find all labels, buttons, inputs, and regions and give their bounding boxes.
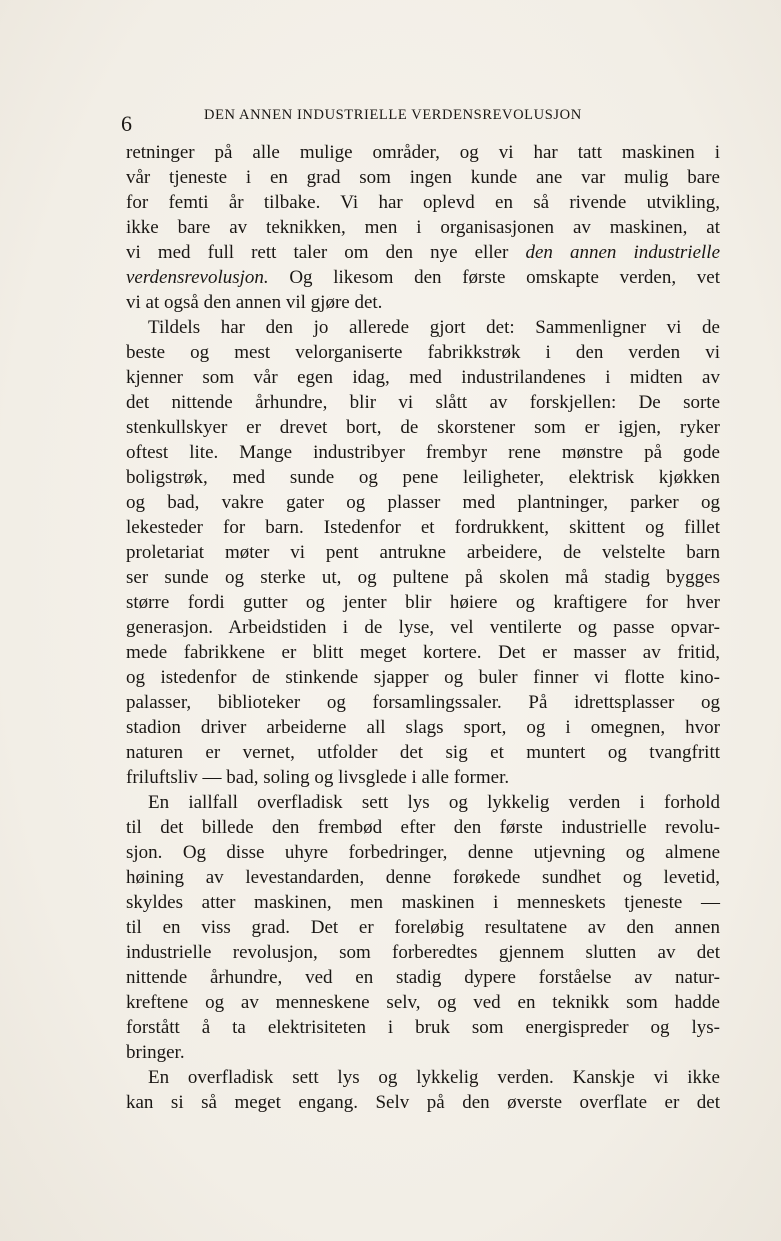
text-line: forstått å ta elektrisiteten i bruk som energispreder og lys-: [126, 1017, 720, 1038]
running-title: DEN ANNEN INDUSTRIELLE VERDENSREVOLUSJON: [204, 107, 582, 123]
page-number: 6: [121, 111, 132, 136]
italic-term: verdensrevolusjon.: [126, 267, 269, 288]
text-line: oftest lite. Mange industribyer frembyr rene mønstre på gode: [126, 442, 720, 463]
text-line: proletariat møter vi pent antrukne arbeidere, de velstelte barn: [126, 542, 720, 563]
text-line: større fordi gutter og jenter blir høiere og kraftigere for hver: [126, 592, 720, 613]
text-line: Tildels har den jo allerede gjort det: Sammenligner vi de: [148, 317, 720, 338]
text-line: En overfladisk sett lys og lykkelig verden. Kanskje vi ikke: [148, 1067, 720, 1088]
text-line: industrielle revolusjon, som forberedtes gjennem slutten av det: [126, 942, 720, 963]
text-line: til en viss grad. Det er foreløbig resultatene av den annen: [126, 917, 720, 938]
text-line: vår tjeneste i en grad som ingen kunde ane var mulig bare: [126, 167, 720, 188]
text-line: kjenner som vår egen idag, med industrilandenes i midten av: [126, 367, 720, 388]
text-line: og istedenfor de stinkende sjapper og buler finner vi flotte kino-: [126, 667, 720, 688]
text-line: [126, 240, 720, 265]
text-line: stadion driver arbeiderne all slags sport, og i omegnen, hvor: [126, 717, 720, 738]
text-line: palasser, biblioteker og forsamlingssaler. På idrettsplasser og: [126, 692, 720, 713]
body-text: [126, 140, 720, 1115]
text-line: skyldes atter maskinen, men maskinen i menneskets tjeneste —: [126, 892, 720, 913]
text-line: [126, 265, 720, 290]
text-line: vi at også den annen vil gjøre det.: [126, 292, 383, 313]
text-line: ser sunde og sterke ut, og pultene på skolen må stadig bygges: [126, 567, 720, 588]
text-line: ikke bare av teknikken, men i organisasjonen av maskinen, at: [126, 217, 720, 238]
text-line: stenkullskyer er drevet bort, de skorstener som er igjen, ryker: [126, 417, 720, 438]
text-line: bringer.: [126, 1042, 185, 1063]
text-line: for femti år tilbake. Vi har oplevd en så rivende utvikling,: [126, 192, 720, 213]
text-line: En iallfall overfladisk sett lys og lykkelig verden i forhold: [148, 792, 720, 813]
text-line: det nittende århundre, blir vi slått av forskjellen: De sorte: [126, 392, 720, 413]
italic-term: den annen industrielle: [525, 242, 721, 263]
text-line: friluftsliv — bad, soling og livsglede i alle former.: [126, 767, 510, 788]
text-line: generasjon. Arbeidstiden i de lyse, vel ventilerte og passe opvar-: [126, 617, 720, 638]
text-segment: vi med full rett taler om den nye eller: [126, 242, 509, 263]
text-segment: Og likesom den første omskapte verden, vet: [268, 267, 720, 288]
text-line: naturen er vernet, utfolder det sig et muntert og tvangfritt: [126, 742, 720, 763]
text-line: mede fabrikkene er blitt meget kortere. Det er masser av fritid,: [126, 642, 720, 663]
text-line: kan si så meget engang. Selv på den øverste overflate er det: [126, 1092, 720, 1113]
text-line: til det billede den frembød efter den første industrielle revolu-: [126, 817, 720, 838]
text-line: høining av levestandarden, denne forøkede sundhet og levetid,: [126, 867, 720, 888]
text-line: nittende århundre, ved en stadig dypere forståelse av natur-: [126, 967, 720, 988]
text-line: og bad, vakre gater og plasser med plantninger, parker og: [126, 492, 720, 513]
text-line: kreftene og av menneskene selv, og ved en teknikk som hadde: [126, 992, 720, 1013]
text-line: boligstrøk, med sunde og pene leiligheter, elektrisk kjøkken: [126, 467, 720, 488]
text-line: beste og mest velorganiserte fabrikkstrøk i den verden vi: [126, 342, 720, 363]
page-header: [121, 105, 661, 135]
text-line: retninger på alle mulige områder, og vi har tatt maskinen i: [126, 142, 720, 163]
text-line: lekesteder for barn. Istedenfor et fordrukkent, skittent og fillet: [126, 517, 720, 538]
text-line: sjon. Og disse uhyre forbedringer, denne utjevning og almene: [126, 842, 720, 863]
